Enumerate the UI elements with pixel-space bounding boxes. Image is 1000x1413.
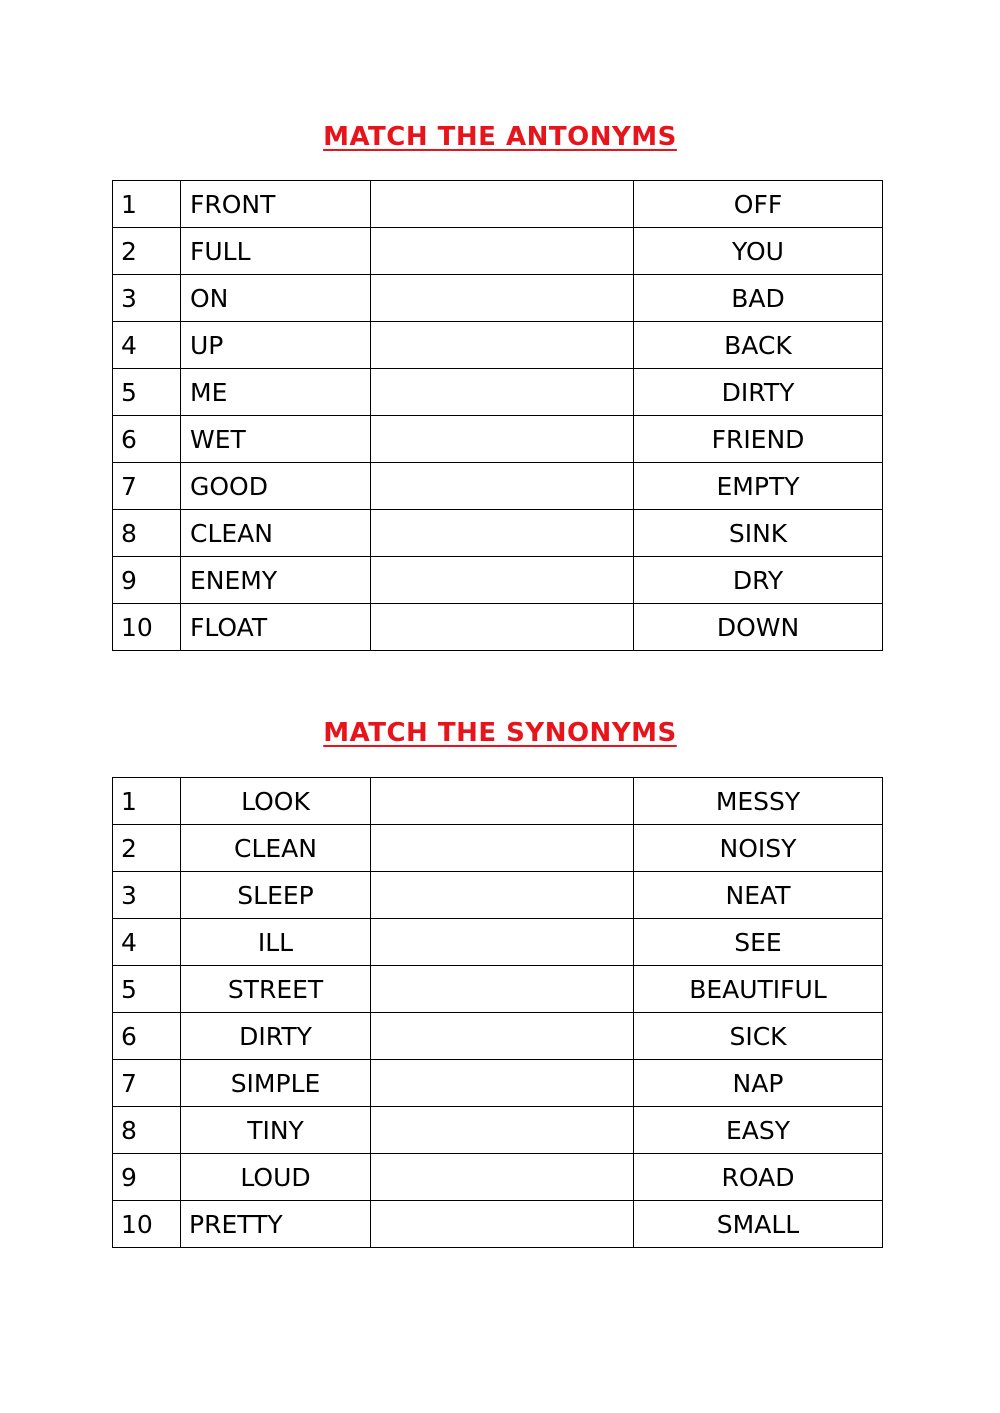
table-row <box>113 1201 883 1248</box>
row-number: 7 <box>113 1060 181 1107</box>
word-cell: CLEAN <box>181 825 371 872</box>
match-cell: SEE <box>634 919 883 966</box>
word-cell: SLEEP <box>181 872 371 919</box>
match-cell: DOWN <box>634 604 883 651</box>
row-number: 6 <box>113 1013 181 1060</box>
match-cell: NAP <box>634 1060 883 1107</box>
row-number: 4 <box>113 322 181 369</box>
answer-blank[interactable] <box>371 1107 634 1154</box>
table-row <box>113 966 883 1013</box>
synonyms-table <box>112 777 883 1248</box>
table-row <box>113 463 883 510</box>
answer-blank[interactable] <box>371 825 634 872</box>
answer-blank[interactable] <box>371 1201 634 1248</box>
answer-blank[interactable] <box>371 228 634 275</box>
table-row <box>113 872 883 919</box>
row-number: 10 <box>113 1201 181 1248</box>
table-row <box>113 825 883 872</box>
answer-blank[interactable] <box>371 275 634 322</box>
word-cell: FRONT <box>181 181 371 228</box>
answer-blank[interactable] <box>371 919 634 966</box>
row-number: 1 <box>113 778 181 825</box>
match-cell: BEAUTIFUL <box>634 966 883 1013</box>
row-number: 3 <box>113 275 181 322</box>
table-row <box>113 557 883 604</box>
answer-blank[interactable] <box>371 966 634 1013</box>
word-cell: GOOD <box>181 463 371 510</box>
word-cell: ILL <box>181 919 371 966</box>
word-cell: STREET <box>181 966 371 1013</box>
match-cell: FRIEND <box>634 416 883 463</box>
row-number: 6 <box>113 416 181 463</box>
word-cell: DIRTY <box>181 1013 371 1060</box>
match-cell: NEAT <box>634 872 883 919</box>
row-number: 1 <box>113 181 181 228</box>
row-number: 8 <box>113 510 181 557</box>
table-row <box>113 1013 883 1060</box>
row-number: 8 <box>113 1107 181 1154</box>
row-number: 9 <box>113 1154 181 1201</box>
word-cell: UP <box>181 322 371 369</box>
antonyms-table <box>112 180 883 651</box>
table-row <box>113 510 883 557</box>
table-row <box>113 416 883 463</box>
row-number: 5 <box>113 966 181 1013</box>
word-cell: ME <box>181 369 371 416</box>
row-number: 7 <box>113 463 181 510</box>
table-row <box>113 322 883 369</box>
word-cell: LOUD <box>181 1154 371 1201</box>
match-cell: EMPTY <box>634 463 883 510</box>
answer-blank[interactable] <box>371 463 634 510</box>
answer-blank[interactable] <box>371 510 634 557</box>
table-row <box>113 181 883 228</box>
match-cell: YOU <box>634 228 883 275</box>
match-cell: BACK <box>634 322 883 369</box>
table-row <box>113 369 883 416</box>
antonyms-title: MATCH THE ANTONYMS <box>323 122 677 152</box>
row-number: 3 <box>113 872 181 919</box>
word-cell: FLOAT <box>181 604 371 651</box>
row-number: 2 <box>113 825 181 872</box>
word-cell: WET <box>181 416 371 463</box>
table-row <box>113 1107 883 1154</box>
match-cell: BAD <box>634 275 883 322</box>
table-row <box>113 604 883 651</box>
table-row <box>113 1060 883 1107</box>
match-cell: NOISY <box>634 825 883 872</box>
match-cell: MESSY <box>634 778 883 825</box>
answer-blank[interactable] <box>371 1013 634 1060</box>
table-row <box>113 228 883 275</box>
table-row <box>113 919 883 966</box>
synonyms-title: MATCH THE SYNONYMS <box>323 718 677 748</box>
match-cell: DRY <box>634 557 883 604</box>
match-cell: ROAD <box>634 1154 883 1201</box>
answer-blank[interactable] <box>371 369 634 416</box>
answer-blank[interactable] <box>371 778 634 825</box>
row-number: 5 <box>113 369 181 416</box>
table-row <box>113 275 883 322</box>
word-cell: LOOK <box>181 778 371 825</box>
match-cell: DIRTY <box>634 369 883 416</box>
match-cell: SICK <box>634 1013 883 1060</box>
table-row <box>113 778 883 825</box>
word-cell: ENEMY <box>181 557 371 604</box>
word-cell: SIMPLE <box>181 1060 371 1107</box>
row-number: 10 <box>113 604 181 651</box>
answer-blank[interactable] <box>371 604 634 651</box>
row-number: 9 <box>113 557 181 604</box>
answer-blank[interactable] <box>371 872 634 919</box>
table-row <box>113 1154 883 1201</box>
answer-blank[interactable] <box>371 1154 634 1201</box>
answer-blank[interactable] <box>371 557 634 604</box>
word-cell: FULL <box>181 228 371 275</box>
answer-blank[interactable] <box>371 416 634 463</box>
word-cell: TINY <box>181 1107 371 1154</box>
answer-blank[interactable] <box>371 1060 634 1107</box>
word-cell: CLEAN <box>181 510 371 557</box>
match-cell: OFF <box>634 181 883 228</box>
row-number: 4 <box>113 919 181 966</box>
row-number: 2 <box>113 228 181 275</box>
match-cell: SMALL <box>634 1201 883 1248</box>
answer-blank[interactable] <box>371 181 634 228</box>
match-cell: SINK <box>634 510 883 557</box>
answer-blank[interactable] <box>371 322 634 369</box>
word-cell: PRETTY <box>181 1201 371 1248</box>
word-cell: ON <box>181 275 371 322</box>
match-cell: EASY <box>634 1107 883 1154</box>
